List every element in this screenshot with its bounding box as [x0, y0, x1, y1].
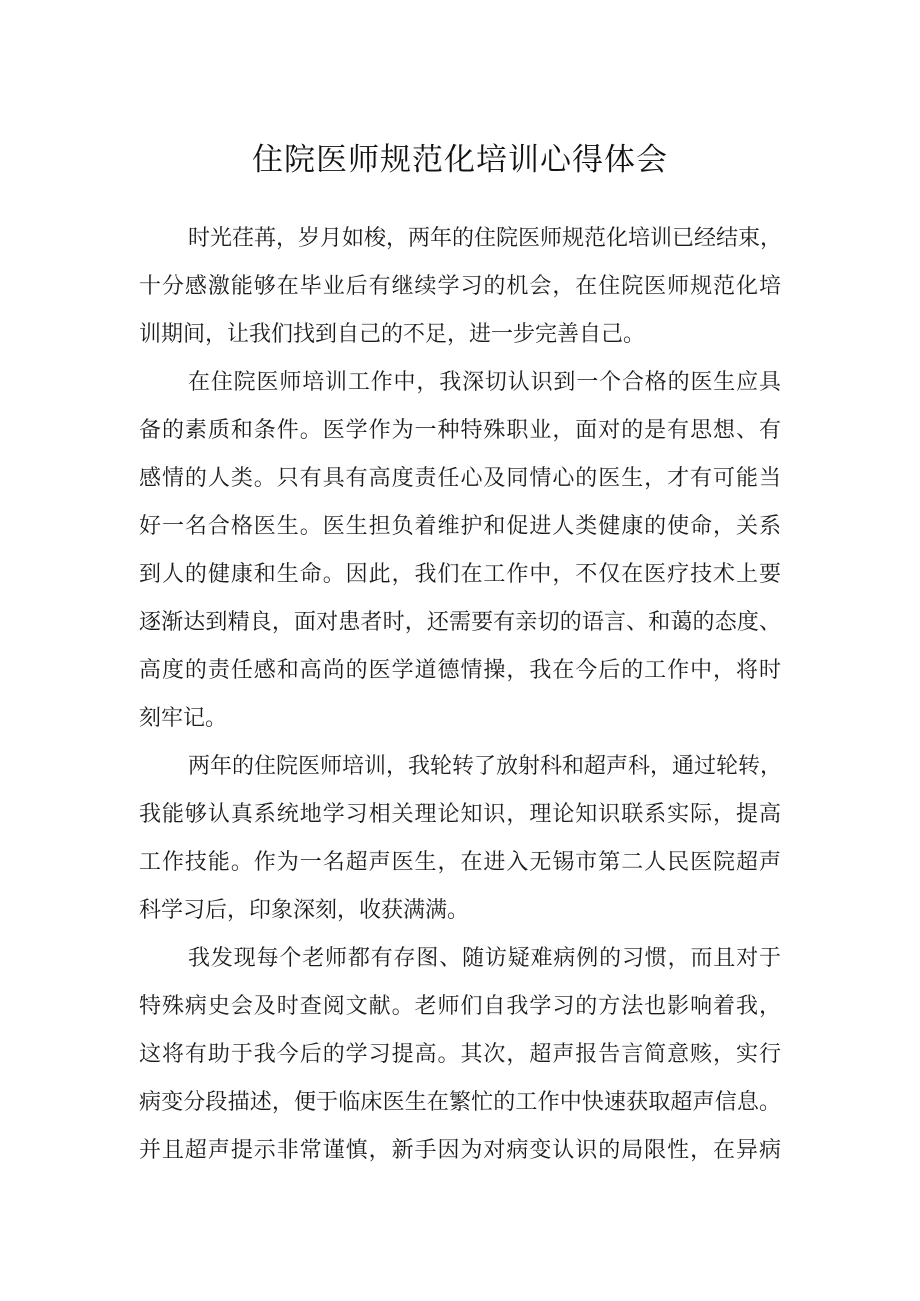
document-title: 住院医师规范化培训心得体会 — [252, 142, 668, 178]
text-line: 训期间，让我们找到自己的不足，进一步完善自己。 — [139, 322, 646, 347]
text-line: 十分感激能够在毕业后有继续学习的机会，在住院医师规范化培 — [139, 274, 781, 299]
text-line: 感情的人类。只有具有高度责任心及同情心的医生，才有可能当 — [139, 466, 781, 491]
document-body — [139, 215, 781, 1175]
text-line: 工作技能。作为一名超声医生，在进入无锡市第二人民医院超声 — [139, 850, 781, 875]
text-line: 科学习后，印象深刻，收获满满。 — [139, 898, 470, 923]
text-line: 特殊病史会及时查阅文献。老师们自我学习的方法也影响着我， — [139, 994, 781, 1019]
text-line: 这将有助于我今后的学习提高。其次，超声报告言简意赅，实行 — [139, 1042, 781, 1067]
text-line: 高度的责任感和高尚的医学道德情操，我在今后的工作中，将时 — [139, 658, 781, 683]
text-line: 在住院医师培训工作中，我深切认识到一个合格的医生应具 — [188, 370, 781, 395]
text-line: 并且超声提示非常谨慎，新手因为对病变认识的局限性，在异病 — [139, 1138, 781, 1163]
text-line: 时光荏苒，岁月如梭，两年的住院医师规范化培训已经结束， — [188, 226, 783, 251]
text-line: 好一名合格医生。医生担负着维护和促进人类健康的使命，关系 — [139, 514, 781, 539]
text-line: 备的素质和条件。医学作为一种特殊职业，面对的是有思想、有 — [139, 418, 781, 443]
paragraph — [139, 743, 781, 935]
text-line: 刻牢记。 — [139, 706, 228, 731]
text-line: 我发现每个老师都有存图、随访疑难病例的习惯，而且对于 — [188, 946, 781, 971]
text-line: 我能够认真系统地学习相关理论知识，理论知识联系实际，提高 — [139, 802, 781, 827]
paragraph — [139, 935, 781, 1175]
text-line: 到人的健康和生命。因此，我们在工作中，不仅在医疗技术上要 — [139, 562, 781, 587]
text-line: 逐渐达到精良，面对患者时，还需要有亲切的语言、和蔼的态度、 — [139, 610, 781, 635]
paragraph — [139, 359, 781, 743]
paragraph — [139, 215, 781, 359]
text-line: 两年的住院医师培训，我轮转了放射科和超声科，通过轮转， — [188, 754, 783, 779]
text-line: 病变分段描述，便于临床医生在繁忙的工作中快速获取超声信息。 — [139, 1090, 781, 1115]
